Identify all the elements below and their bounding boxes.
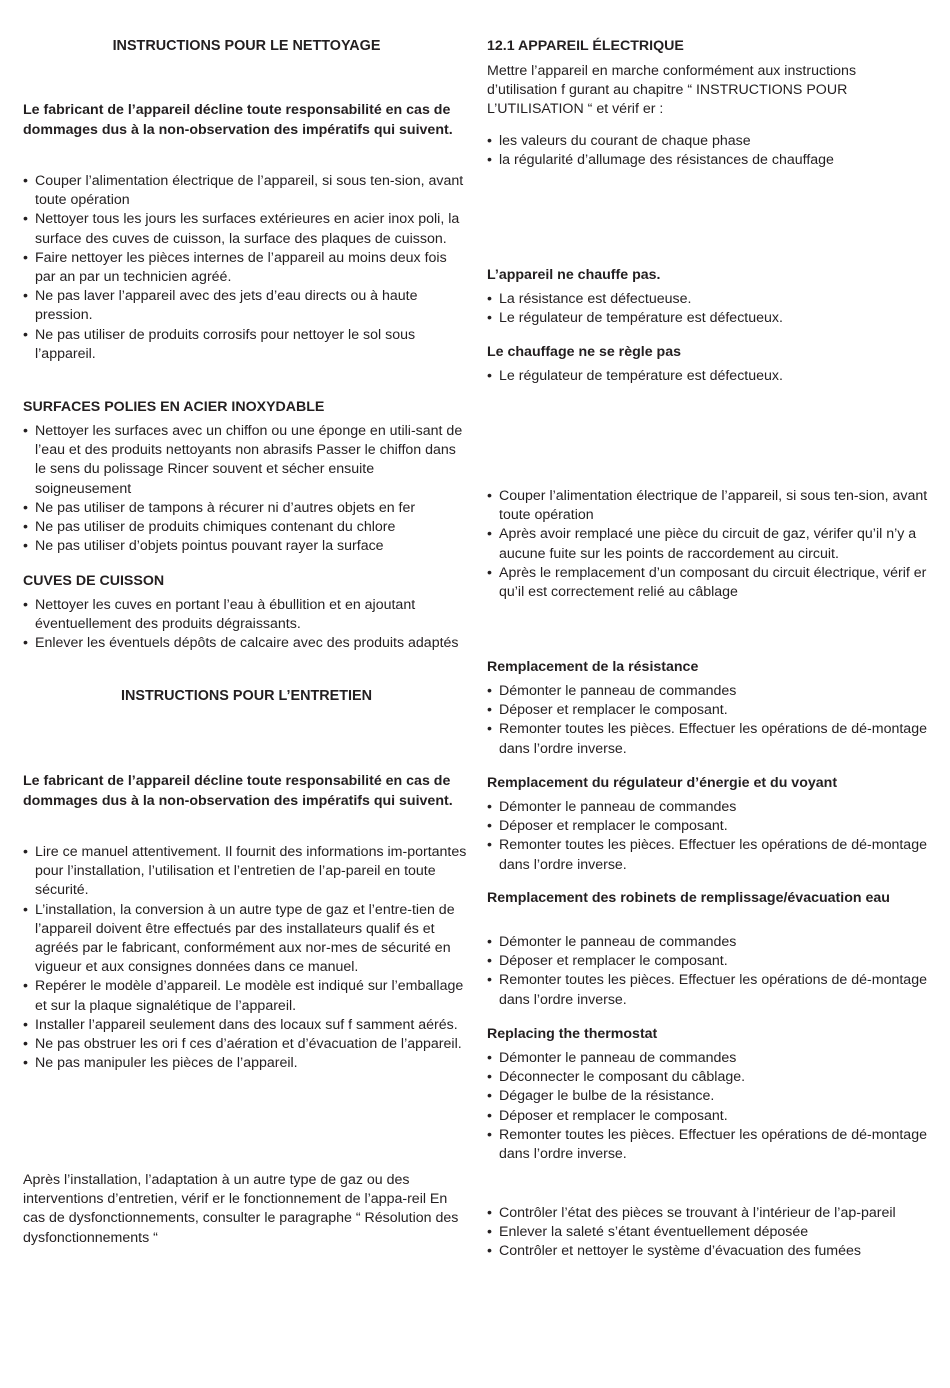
list-item: • Déposer et remplacer le composant. [487,817,929,836]
list-item: • Remonter toutes les pièces. Effectuer les opérations de dé-montage dans l’ordre inverse. [487,836,929,874]
electric-intro-paragraph: Mettre l’appareil en marche conformément aux instructions d’utilisation f gurant au chapitre “ INSTRUCTIONS POUR L’UTILISATION “ et vérif er : [487,63,857,118]
maintenance-list [23,843,470,1073]
resistance-replacement-list [487,682,929,759]
list-item: • Démonter le panneau de commandes [487,682,929,701]
list-item: • Contrôler et nettoyer le système d’évacuation des fumées [487,1242,929,1261]
list-item: • Ne pas utiliser d’objets pointus pouvant rayer la surface [23,537,470,556]
list-item: • Couper l’alimentation électrique de l’appareil, si sous ten-sion, avant toute opération [23,172,470,210]
list-item: • L’installation, la conversion à un autre type de gaz et l’entre-tien de l’appareil doivent être effectués par des installateurs qualif és et agréés par le fabricant, conformément aux nor-mes de sécurité en vigueur et aux consignes données dans ce manuel. [23,901,470,978]
list-item: • Ne pas utiliser de produits chimiques contenant du chlore [23,518,470,537]
list-item: • Couper l’alimentation électrique de l’appareil, si sous ten-sion, avant toute opération [487,487,929,525]
resistance-replacement-heading: Remplacement de la résistance [487,659,699,675]
list-item: • Remonter toutes les pièces. Effectuer les opérations de dé-montage dans l’ordre inverse. [487,1126,929,1164]
list-item: • Ne pas utiliser de tampons à récurer ni d’autres objets en fer [23,499,470,518]
cleaning-instructions-heading: INSTRUCTIONS POUR LE NETTOYAGE [112,38,381,54]
list-item: • Déposer et remplacer le composant. [487,952,929,971]
cooking-tanks-heading: CUVES DE CUISSON [23,573,165,589]
list-item: • Ne pas laver l’appareil avec des jets d’eau directs ou à haute pression. [23,287,470,325]
manufacturer-warning-2: Le fabricant de l’appareil décline toute responsabilité en cas de dommages dus à la non-observation des impératifs qui suivent. [23,773,453,809]
list-item: • Après avoir remplacé une pièce du circuit de gaz, vérifer qu’il n’y a aucune fuite sur les points de raccordement au circuit. [487,525,929,563]
cleaning-list [23,172,470,364]
list-item: • Déconnecter le composant du câblage. [487,1068,929,1087]
list-item: • Contrôler l’état des pièces se trouvant à l’intérieur de l’ap-pareil [487,1204,929,1223]
list-item: • Lire ce manuel attentivement. Il fournit des informations im-portantes pour l’installation, l’utilisation et l’entretien de l’ap-pareil en toute sécurité. [23,843,470,901]
list-item: • Le régulateur de température est défectueux. [487,367,929,386]
manufacturer-warning-1: Le fabricant de l’appareil décline toute responsabilité en cas de dommages dus à la non-observation des impératifs qui suivent. [23,102,453,138]
maintenance-instructions-heading: INSTRUCTIONS POUR L’ENTRETIEN [120,688,373,704]
thermostat-replacement-heading: Replacing the thermostat [487,1026,658,1042]
steel-surfaces-heading: SURFACES POLIES EN ACIER INOXYDABLE [23,399,325,415]
list-item: • Enlever la saleté s’étant éventuellement déposée [487,1223,929,1242]
final-checks-list [487,1204,929,1262]
list-item: • Démonter le panneau de commandes [487,798,929,817]
no-regulation-heading: Le chauffage ne se règle pas [487,344,681,360]
list-item: • Repérer le modèle d’appareil. Le modèle est indiqué sur l’emballage et sur la plaque signalétique de l’appareil. [23,977,470,1015]
no-heat-list [487,290,929,328]
list-item: • Remonter toutes les pièces. Effectuer les opérations de dé-montage dans l’ordre inverse. [487,971,929,1009]
list-item: • La résistance est défectueuse. [487,290,929,309]
list-item: • Démonter le panneau de commandes [487,1049,929,1068]
list-item: • Déposer et remplacer le composant. [487,1107,929,1126]
list-item: • les valeurs du courant de chaque phase [487,132,929,151]
list-item: • Le régulateur de température est défectueux. [487,309,929,328]
thermostat-replacement-list [487,1049,929,1164]
list-item: • Après le remplacement d’un composant du circuit électrique, vérif er qu’il est correctement relié au câblage [487,564,929,602]
regulator-replacement-heading: Remplacement du régulateur d’énergie et du voyant [487,775,838,791]
list-item: • Nettoyer les cuves en portant l’eau à ébullition et en ajoutant éventuellement des produits dégraissants. [23,596,470,634]
electric-checks-list [487,132,929,170]
after-installation-paragraph: Après l’installation, l’adaptation à un autre type de gaz ou des interventions d’entretien, vérif er le fonctionnement de l’appa-reil En cas de dysfonctionnements, consulter le paragraphe “ Résolution des dysfonctionnements “ [23,1172,459,1246]
steel-surfaces-list [23,422,470,556]
list-item: • Ne pas utiliser de produits corrosifs pour nettoyer le sol sous l’appareil. [23,326,470,364]
taps-replacement-list [487,933,929,1010]
list-item: • Faire nettoyer les pièces internes de l’appareil au moins deux fois par an par un technicien agréé. [23,249,470,287]
list-item: • Enlever les éventuels dépôts de calcaire avec des produits adaptés [23,634,470,653]
list-item: • Dégager le bulbe de la résistance. [487,1087,929,1106]
list-item: • la régularité d’allumage des résistances de chauffage [487,151,929,170]
list-item: • Nettoyer tous les jours les surfaces extérieures en acier inox poli, la surface des cuves de cuisson, la surface des plaques de cuisson. [23,210,470,248]
list-item: • Démonter le panneau de commandes [487,933,929,952]
no-regulation-list [487,367,929,386]
no-heat-heading: L’appareil ne chauffe pas. [487,267,661,283]
electric-appliance-heading: 12.1 APPAREIL ÉLECTRIQUE [487,38,684,54]
list-item: • Installer l’appareil seulement dans des locaux suf f samment aérés. [23,1016,470,1035]
list-item: • Remonter toutes les pièces. Effectuer les opérations de dé-montage dans l’ordre inverse. [487,720,929,758]
taps-replacement-heading: Remplacement des robinets de remplissage/évacuation eau [487,890,890,906]
list-item: • Déposer et remplacer le composant. [487,701,929,720]
list-item: • Nettoyer les surfaces avec un chiffon ou une éponge en utili-sant de l’eau et des produits nettoyants non abrasifs Passer le chiffon dans le sens du polissage Rincer souvent et sécher ensuite soigneusement [23,422,470,499]
safety-list [487,487,929,602]
regulator-replacement-list [487,798,929,875]
list-item: • Ne pas manipuler les pièces de l’appareil. [23,1054,470,1073]
cooking-tanks-list [23,596,470,654]
list-item: • Ne pas obstruer les ori f ces d’aération et d’évacuation de l’appareil. [23,1035,470,1054]
